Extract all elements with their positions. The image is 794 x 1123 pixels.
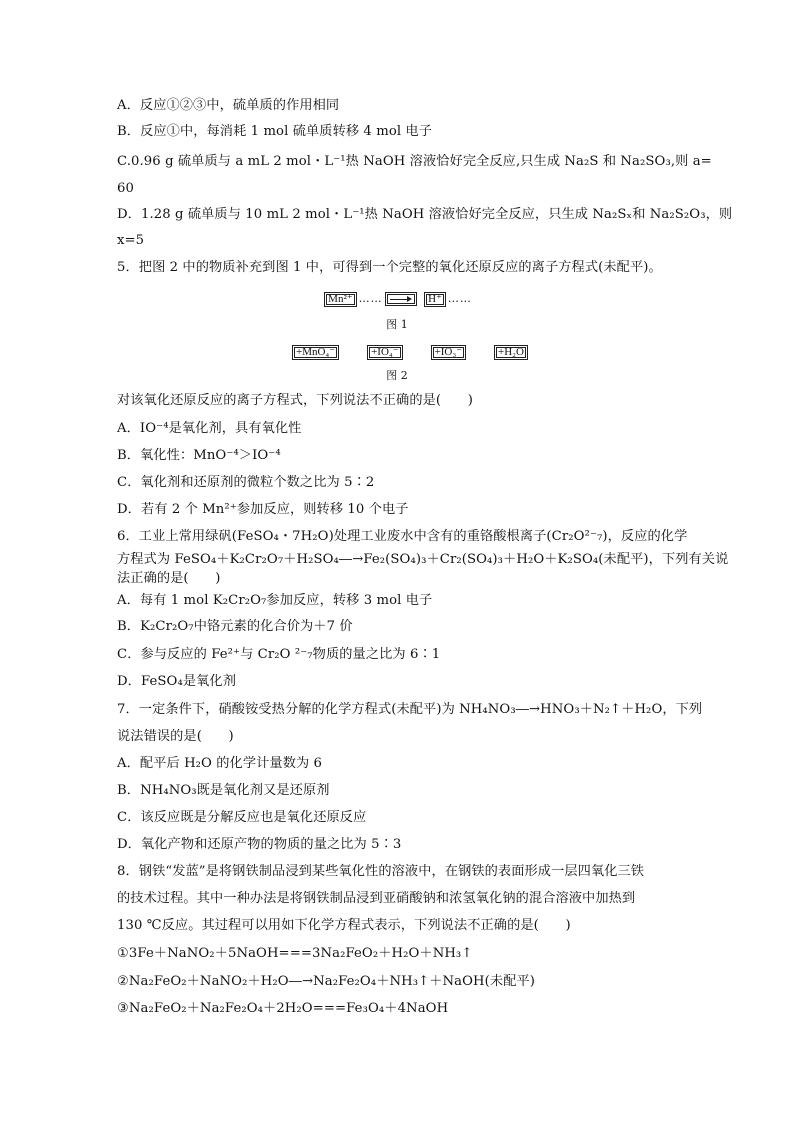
fig1-dots-end: …… (447, 292, 472, 305)
q5-option-c: C．氧化剂和还原剂的微粒个数之比为 5∶2 (117, 475, 375, 490)
fig2-item-h2o: +H₂O (494, 345, 528, 360)
q8-stem-line1: 8．钢铁“发蓝”是将钢铁制品浸到某些氧化性的溶液中，在钢铁的表面形成一层四氧化三铁 (117, 864, 645, 879)
q8-stem-line2: 的技术过程。其中一种办法是将钢铁制品浸到亚硝酸钠和浓氢氧化钠的混合溶液中加热到 (117, 891, 636, 906)
q5-stem: 5．把图 2 中的物质补充到图 1 中，可得到一个完整的氧化还原反应的离子方程式(未配平)。 (117, 260, 662, 275)
q7-option-a: A．配平后 H₂O 的化学计量数为 6 (117, 756, 323, 771)
q6-stem-line3: 法正确的是( ) (117, 571, 221, 586)
q5-question: 对该氧化还原反应的离子方程式，下列说法不正确的是( ) (117, 393, 473, 408)
q4-option-a: A．反应①②③中，硫单质的作用相同 (117, 98, 340, 113)
figure-1-caption: 图 1 (386, 318, 408, 331)
q6-option-c: C．参与反应的 Fe²⁺与 Cr₂O ²⁻₇物质的量之比为 6∶1 (117, 647, 441, 662)
figure-2 (290, 345, 530, 360)
q6-option-a: A．每有 1 mol K₂Cr₂O₇参加反应，转移 3 mol 电子 (117, 593, 433, 608)
q4-option-d-cont: x=5 (117, 233, 145, 248)
fig1-h-box: H⁺ (424, 292, 446, 307)
q5-option-b: B．氧化性：MnO⁻⁴＞IO⁻⁴ (117, 448, 281, 463)
q8-equation-2: ②Na₂FeO₂＋NaNO₂＋H₂O―→Na₂Fe₂O₄＋NH₃↑＋NaOH(未配平) (117, 974, 536, 989)
fig2-item-mno4: +MnO₄⁻ (292, 345, 339, 360)
q5-option-a: A．IO⁻⁴是氧化剂，具有氧化性 (117, 421, 302, 436)
fig1-mn-box: Mn²⁺ (324, 292, 356, 307)
q8-stem-line3: 130 ℃反应。其过程可以用如下化学方程式表示，下列说法不正确的是( ) (117, 918, 571, 933)
q7-option-d: D．氧化产物和还原产物的物质的量之比为 5∶3 (117, 837, 402, 852)
fig2-item-io3: +IO₃⁻ (431, 345, 466, 360)
q8-equation-3: ③Na₂FeO₂＋Na₂Fe₂O₄＋2H₂O===Fe₃O₄＋4NaOH (117, 1001, 449, 1016)
fig1-arrow-icon (385, 292, 417, 306)
q7-option-c: C．该反应既是分解反应也是氧化还原反应 (117, 810, 367, 825)
q4-option-c: C.0.96 g 硫单质与 a mL 2 mol・L⁻¹热 NaOH 溶液恰好完全反应,只生成 Na₂S 和 Na₂SO₃,则 a= (117, 154, 712, 169)
q4-option-b: B．反应①中，每消耗 1 mol 硫单质转移 4 mol 电子 (117, 124, 433, 139)
q7-stem-line2: 说法错误的是( ) (117, 729, 234, 744)
figure-1 (0, 292, 794, 307)
figure-2-caption: 图 2 (386, 369, 408, 382)
q6-option-b: B．K₂Cr₂O₇中铬元素的化合价为＋7 价 (117, 619, 353, 634)
q4-option-d: D．1.28 g 硫单质与 10 mL 2 mol・L⁻¹热 NaOH 溶液恰好完全反应，只生成 Na₂Sₓ和 Na₂S₂O₃，则 (117, 207, 733, 222)
q6-stem-line2: 方程式为 FeSO₄＋K₂Cr₂O₇＋H₂SO₄―→Fe₂(SO₄)₃＋Cr₂(SO₄)₃＋H₂O＋K₂SO₄(未配平)，下列有关说 (117, 552, 729, 567)
q5-option-d: D．若有 2 个 Mn²⁺参加反应，则转移 10 个电子 (117, 502, 409, 517)
q4-option-c-cont: 60 (117, 181, 134, 196)
fig2-item-io4: +IO₄⁻ (367, 345, 402, 360)
q7-option-b: B．NH₄NO₃既是氧化剂又是还原剂 (117, 783, 330, 798)
q6-option-d: D．FeSO₄是氧化剂 (117, 674, 236, 689)
q8-equation-1: ①3Fe＋NaNO₂＋5NaOH===3Na₂FeO₂＋H₂O＋NH₃↑ (117, 946, 473, 961)
q6-stem-line1: 6．工业上常用绿矾(FeSO₄・7H₂O)处理工业废水中含有的重铬酸根离子(Cr₂O²⁻₇)，反应的化学 (117, 529, 688, 544)
q7-stem-line1: 7．一定条件下，硝酸铵受热分解的化学方程式(未配平)为 NH₄NO₃―→HNO₃＋N₂↑＋H₂O，下列 (117, 702, 703, 717)
fig1-dots: …… (358, 292, 383, 305)
